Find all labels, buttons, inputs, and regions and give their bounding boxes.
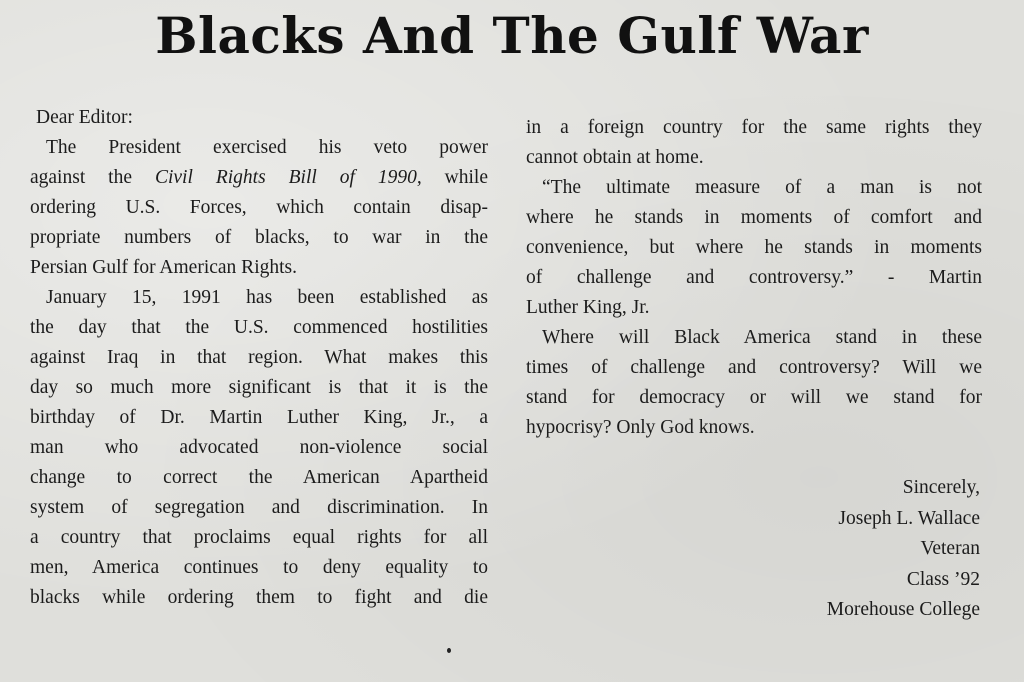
text-line: man who advocated non-violence social: [30, 437, 488, 458]
text-line: January 15, 1991 has been established as: [46, 287, 488, 308]
text-line: Where will Black America stand in these: [542, 327, 982, 348]
text-line: convenience, but where he stands in moments: [526, 237, 982, 258]
signature-block: [827, 473, 980, 626]
letter-left-column: [30, 103, 488, 613]
text-line: birthday of Dr. Martin Luther King, Jr., a: [30, 407, 488, 428]
text-line: cannot obtain at home.: [526, 147, 704, 168]
text-line: the day that the U.S. commenced hostilities: [30, 317, 488, 338]
text-line: [30, 163, 488, 193]
headline: Blacks And The Gulf War: [155, 6, 869, 65]
text-line: stand for democracy or will we stand for: [526, 387, 982, 408]
text-line: of challenge and controversy.” - Martin: [526, 267, 982, 288]
author-school: Morehouse College: [826, 599, 980, 620]
text-line: blacks while ordering them to fight and die: [30, 587, 488, 608]
text-line: Persian Gulf for American Rights.: [30, 257, 297, 278]
text-line: change to correct the American Apartheid: [30, 467, 488, 488]
text-line: propriate numbers of blacks, to war in the: [30, 227, 488, 248]
letter-right-column: [526, 113, 982, 443]
text-line: times of challenge and controversy? Will we: [526, 357, 982, 378]
closing: Sincerely,: [902, 477, 980, 498]
text-line: system of segregation and discrimination. In: [30, 497, 488, 518]
author-class: Class ’92: [906, 568, 980, 590]
text-line: day so much more significant is that it is the: [30, 377, 488, 398]
text-line: where he stands in moments of comfort and: [526, 207, 982, 228]
salutation: Dear Editor:: [36, 107, 133, 128]
text-line: hypocrisy? Only God knows.: [526, 417, 755, 438]
bill-title: Civil Rights Bill of 1990,: [154, 167, 422, 188]
text-line: ordering U.S. Forces, which contain disap-: [30, 197, 488, 218]
ink-speck: [447, 648, 451, 653]
author-name: Joseph L. Wallace: [838, 507, 980, 529]
text-line: The President exercised his veto power: [46, 137, 488, 158]
text-line: in a foreign country for the same rights they: [526, 117, 982, 138]
text-line: against Iraq in that region. What makes this: [30, 347, 488, 368]
text-fragment: while: [421, 167, 489, 188]
text-line: Luther King, Jr.: [526, 297, 650, 318]
author-title: Veteran: [920, 538, 980, 559]
text-line: “The ultimate measure of a man is not: [542, 177, 982, 198]
text-fragment: against the: [30, 167, 155, 188]
text-line: men, America continues to deny equality to: [30, 557, 488, 578]
text-line: a country that proclaims equal rights for all: [30, 527, 488, 548]
